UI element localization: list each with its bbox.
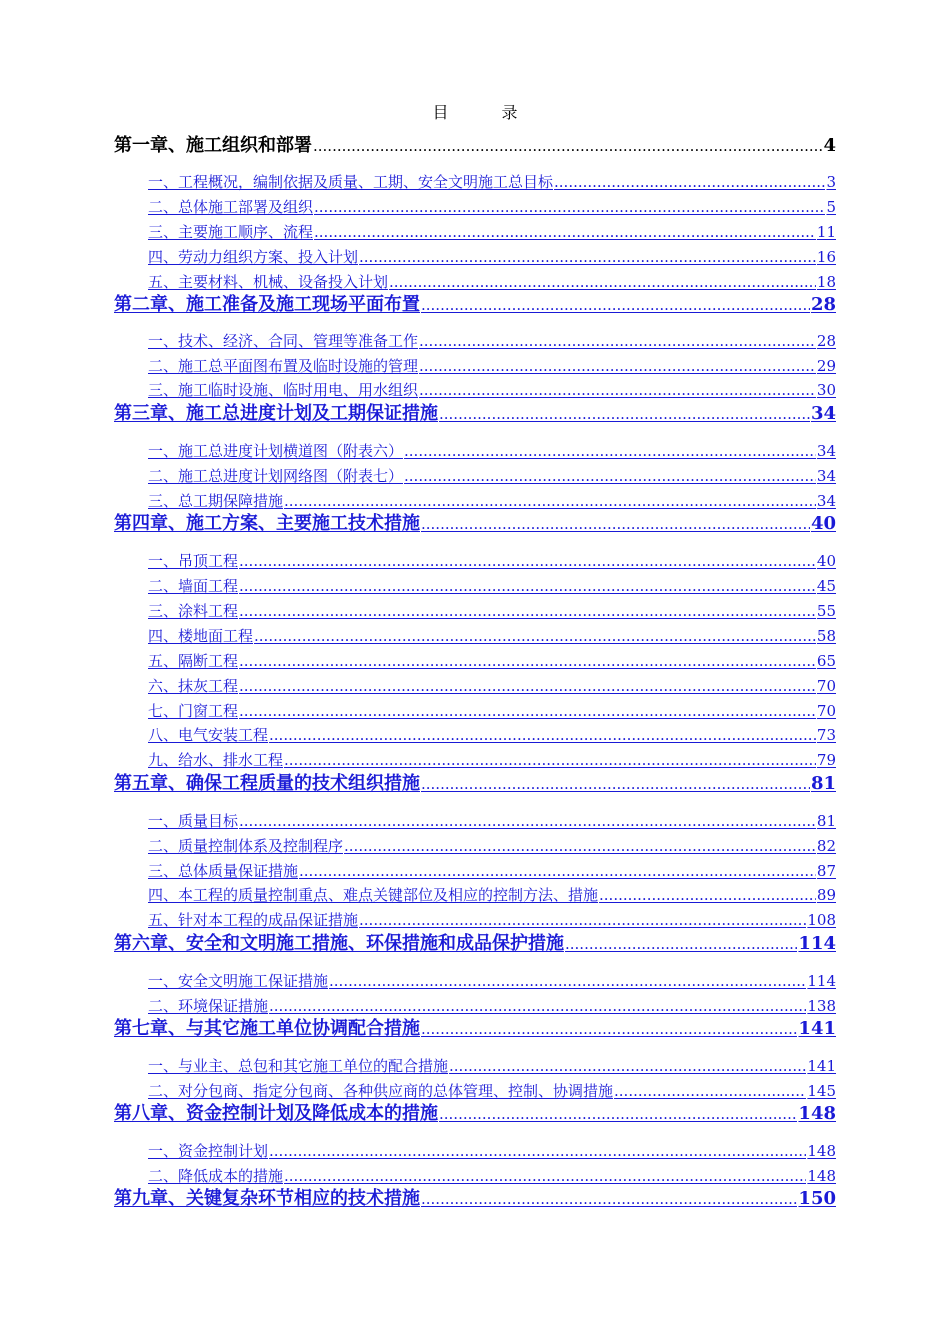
toc-section-entry[interactable] <box>148 172 836 192</box>
toc-entry-label: 一、资金控制计划 <box>148 1142 269 1160</box>
toc-entry-label: 四、劳动力组织方案、投入计划 <box>148 248 359 266</box>
toc-page-number: 82 <box>816 837 836 855</box>
toc-dot-leader <box>421 1016 797 1042</box>
toc-entry-label: 八、电气安装工程 <box>148 726 269 744</box>
toc-page-number: 150 <box>798 1188 836 1209</box>
toc-section-entry[interactable] <box>148 626 836 646</box>
toc-page-number: 141 <box>798 1018 836 1039</box>
toc-entry-label: 一、工程概况，编制依据及质量、工期、安全文明施工总目标 <box>148 173 554 191</box>
toc-entry-label: 第六章、安全和文明施工措施、环保措施和成品保护措施 <box>114 933 564 954</box>
toc-entry-label: 二、施工总平面图布置及临时设施的管理 <box>148 357 419 375</box>
toc-chapter-entry[interactable] <box>114 931 836 957</box>
toc-dot-leader <box>314 197 825 217</box>
toc-section-entry[interactable] <box>148 247 836 267</box>
toc-page-number: 70 <box>816 702 836 720</box>
toc-page-number: 40 <box>816 552 836 570</box>
toc-page-number: 81 <box>810 773 836 794</box>
toc-page-number: 89 <box>816 886 836 904</box>
toc-entry-label: 一、施工总进度计划横道图（附表六） <box>148 442 404 460</box>
toc-page-number: 65 <box>816 652 836 670</box>
toc-section-entry[interactable] <box>148 380 836 400</box>
toc-entry-label: 四、本工程的质量控制重点、难点关键部位及相应的控制方法、措施 <box>148 886 599 904</box>
toc-entry-label: 三、涂料工程 <box>148 602 239 620</box>
toc-page-number: 108 <box>807 911 836 929</box>
toc-entry-label: 一、吊顶工程 <box>148 552 239 570</box>
toc-dot-leader <box>313 133 822 159</box>
toc-page-number: 4 <box>823 135 836 156</box>
toc-page-number: 73 <box>816 726 836 744</box>
toc-dot-leader <box>239 576 816 596</box>
toc-entry-label: 第九章、关键复杂环节相应的技术措施 <box>114 1188 420 1209</box>
toc-entry-label: 第八章、资金控制计划及降低成本的措施 <box>114 1103 438 1124</box>
toc-page-number: 34 <box>816 442 836 460</box>
toc-section-entry[interactable] <box>148 441 836 461</box>
toc-page-number: 11 <box>816 223 836 241</box>
toc-entry-label: 四、楼地面工程 <box>148 627 254 645</box>
toc-dot-leader <box>554 172 825 192</box>
toc-section-entry[interactable] <box>148 1081 836 1101</box>
toc-page-number: 148 <box>807 1142 836 1160</box>
toc-dot-leader <box>239 651 816 671</box>
toc-entry-label: 二、施工总进度计划网络图（附表七） <box>148 467 404 485</box>
toc-dot-leader <box>254 626 816 646</box>
toc-section-entry[interactable] <box>148 491 836 511</box>
toc-page-number: 34 <box>810 403 836 424</box>
toc-dot-leader <box>284 1166 806 1186</box>
toc-dot-leader <box>404 466 816 486</box>
toc-dot-leader <box>389 272 816 292</box>
toc-dot-leader <box>419 380 816 400</box>
toc-section-entry[interactable] <box>148 1141 836 1161</box>
toc-page-number: 29 <box>816 357 836 375</box>
toc-title: 目 录 <box>432 103 542 122</box>
toc-dot-leader <box>344 836 816 856</box>
toc-entry-label: 六、抹灰工程 <box>148 677 239 695</box>
toc-page-number: 45 <box>816 577 836 595</box>
toc-page-number: 114 <box>807 972 836 990</box>
toc-entry-label: 二、对分包商、指定分包商、各种供应商的总体管理、控制、协调措施 <box>148 1082 614 1100</box>
toc-page-number: 16 <box>816 248 836 266</box>
toc-page-number: 141 <box>807 1057 836 1075</box>
toc-dot-leader <box>421 771 810 797</box>
toc-chapter-entry[interactable] <box>114 1101 836 1127</box>
toc-dot-leader <box>419 331 816 351</box>
toc-section-entry[interactable] <box>148 651 836 671</box>
toc-entry-label: 第七章、与其它施工单位协调配合措施 <box>114 1018 420 1039</box>
toc-section-entry[interactable] <box>148 601 836 621</box>
toc-section-entry[interactable] <box>148 551 836 571</box>
toc-section-entry[interactable] <box>148 466 836 486</box>
toc-section-entry[interactable] <box>148 272 836 292</box>
toc-dot-leader <box>421 292 810 318</box>
toc-page-number: 114 <box>798 933 836 954</box>
toc-entry-label: 五、主要材料、机械、设备投入计划 <box>148 273 389 291</box>
toc-page-number: 81 <box>816 812 836 830</box>
toc-page-number: 28 <box>816 332 836 350</box>
toc-dot-leader <box>421 1186 797 1212</box>
toc-chapter-entry[interactable] <box>114 401 836 427</box>
toc-section-entry[interactable] <box>148 222 836 242</box>
toc-page-number: 18 <box>816 273 836 291</box>
toc-page-number: 58 <box>816 627 836 645</box>
toc-dot-leader <box>404 441 816 461</box>
toc-entry-label: 第二章、施工准备及施工现场平面布置 <box>114 294 420 315</box>
toc-dot-leader <box>614 1081 806 1101</box>
toc-entry-label: 九、给水、排水工程 <box>148 751 284 769</box>
toc-dot-leader <box>284 491 816 511</box>
toc-dot-leader <box>269 996 806 1016</box>
toc-dot-leader <box>239 676 816 696</box>
toc-section-entry[interactable] <box>148 676 836 696</box>
toc-section-entry[interactable] <box>148 1166 836 1186</box>
toc-dot-leader <box>359 910 806 930</box>
toc-dot-leader <box>421 511 810 537</box>
toc-entry-label: 第一章、施工组织和部署 <box>114 135 312 156</box>
toc-dot-leader <box>565 931 797 957</box>
toc-chapter-entry[interactable] <box>114 1186 836 1212</box>
toc-entry-label: 第三章、施工总进度计划及工期保证措施 <box>114 403 438 424</box>
toc-section-entry[interactable] <box>148 725 836 745</box>
toc-section-entry[interactable] <box>148 331 836 351</box>
toc-page-number: 34 <box>816 467 836 485</box>
toc-dot-leader <box>419 356 816 376</box>
toc-dot-leader <box>239 551 816 571</box>
toc-dot-leader <box>439 401 810 427</box>
toc-page-number: 79 <box>816 751 836 769</box>
toc-section-entry[interactable] <box>148 701 836 721</box>
toc-section-entry[interactable] <box>148 971 836 991</box>
toc-dot-leader <box>239 811 816 831</box>
toc-section-entry[interactable] <box>148 197 836 217</box>
toc-section-entry[interactable] <box>148 861 836 881</box>
toc-chapter-entry <box>114 133 836 159</box>
toc-page-number: 34 <box>816 492 836 510</box>
toc-entry-label: 三、主要施工顺序、流程 <box>148 223 314 241</box>
toc-entry-label: 三、施工临时设施、临时用电、用水组织 <box>148 381 419 399</box>
toc-entry-label: 五、针对本工程的成品保证措施 <box>148 911 359 929</box>
toc-entry-label: 二、总体施工部署及组织 <box>148 198 314 216</box>
toc-page-number: 55 <box>816 602 836 620</box>
toc-entry-label: 第四章、施工方案、主要施工技术措施 <box>114 513 420 534</box>
toc-section-entry[interactable] <box>148 836 836 856</box>
toc-section-entry[interactable] <box>148 996 836 1016</box>
toc-entry-label: 五、隔断工程 <box>148 652 239 670</box>
toc-page-number: 87 <box>816 862 836 880</box>
toc-page-number: 148 <box>807 1167 836 1185</box>
toc-page-number: 3 <box>826 173 836 191</box>
toc-chapter-entry[interactable] <box>114 511 836 537</box>
toc-dot-leader <box>359 247 816 267</box>
toc-page-number: 5 <box>826 198 836 216</box>
toc-entry-label: 七、门窗工程 <box>148 702 239 720</box>
toc-entry-label: 三、总体质量保证措施 <box>148 862 299 880</box>
toc-dot-leader <box>239 701 816 721</box>
toc-page-number: 70 <box>816 677 836 695</box>
toc-entry-label: 二、质量控制体系及控制程序 <box>148 837 344 855</box>
toc-section-entry[interactable] <box>148 576 836 596</box>
toc-section-entry[interactable] <box>148 811 836 831</box>
toc-section-entry[interactable] <box>148 356 836 376</box>
toc-dot-leader <box>269 1141 806 1161</box>
toc-section-entry[interactable] <box>148 885 836 905</box>
toc-dot-leader <box>439 1101 797 1127</box>
toc-entry-label: 一、技术、经济、合同、管理等准备工作 <box>148 332 419 350</box>
toc-dot-leader <box>599 885 816 905</box>
toc-chapter-entry[interactable] <box>114 292 836 318</box>
toc-dot-leader <box>239 601 816 621</box>
toc-entry-label: 第五章、确保工程质量的技术组织措施 <box>114 773 420 794</box>
toc-page-number: 40 <box>810 513 836 534</box>
toc-chapter-entry[interactable] <box>114 1016 836 1042</box>
toc-entry-label: 三、总工期保障措施 <box>148 492 284 510</box>
toc-dot-leader <box>269 725 816 745</box>
toc-entry-label: 二、墙面工程 <box>148 577 239 595</box>
toc-section-entry[interactable] <box>148 910 836 930</box>
toc-dot-leader <box>284 750 816 770</box>
toc-page-number: 28 <box>810 294 836 315</box>
toc-page-number: 148 <box>798 1103 836 1124</box>
toc-page-number: 145 <box>807 1082 836 1100</box>
toc-page-number: 138 <box>807 997 836 1015</box>
toc-entry-label: 一、质量目标 <box>148 812 239 830</box>
toc-dot-leader <box>314 222 816 242</box>
toc-entry-label: 一、与业主、总包和其它施工单位的配合措施 <box>148 1057 449 1075</box>
toc-dot-leader <box>329 971 806 991</box>
toc-page-number: 30 <box>816 381 836 399</box>
toc-entry-label: 二、降低成本的措施 <box>148 1167 284 1185</box>
toc-chapter-entry[interactable] <box>114 771 836 797</box>
toc-section-entry[interactable] <box>148 750 836 770</box>
toc-entry-label: 一、安全文明施工保证措施 <box>148 972 329 990</box>
toc-dot-leader <box>299 861 816 881</box>
toc-entry-label: 二、环境保证措施 <box>148 997 269 1015</box>
toc-section-entry[interactable] <box>148 1056 836 1076</box>
toc-dot-leader <box>449 1056 806 1076</box>
